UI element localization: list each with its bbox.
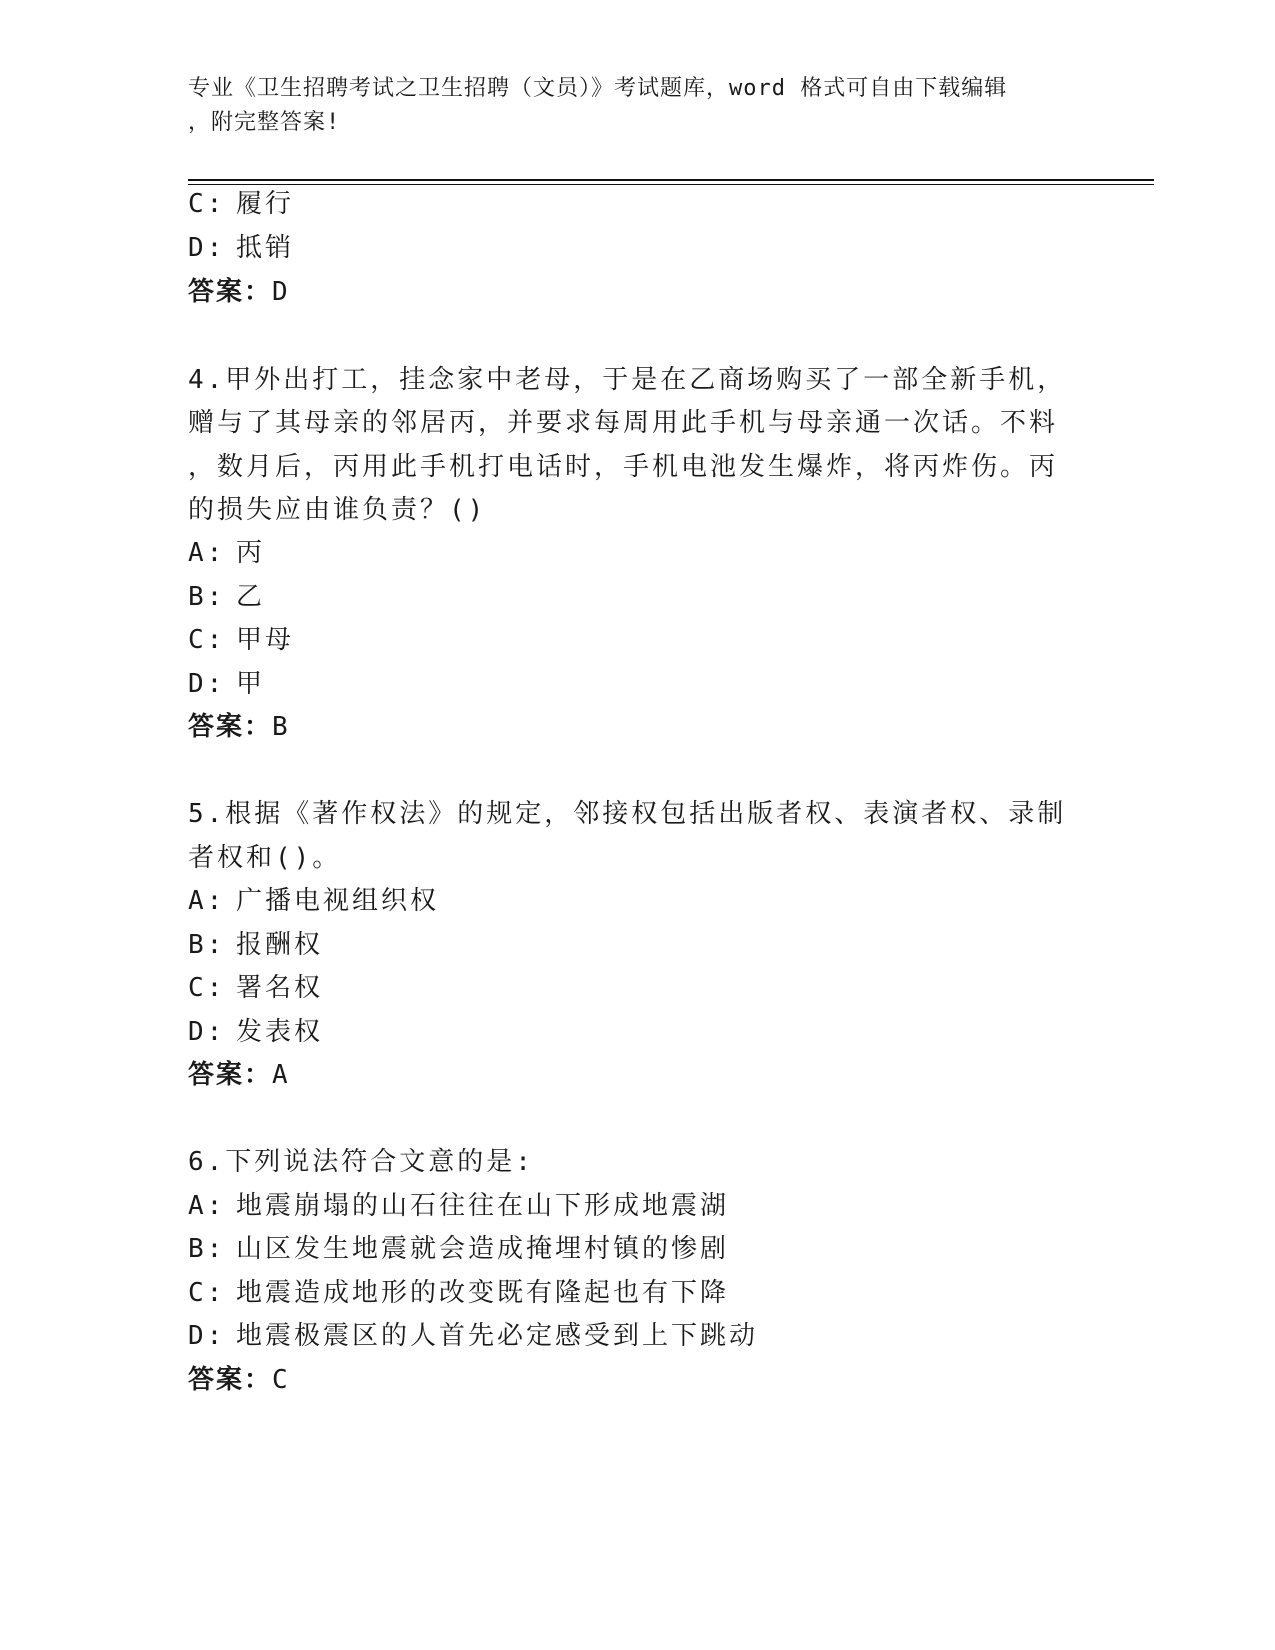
prev-answer [188, 275, 1068, 309]
option-text: 丙 [236, 538, 266, 568]
option-letter: D: [188, 669, 226, 699]
option-letter: C: [188, 625, 226, 655]
option-letter: D: [188, 1017, 226, 1047]
option-text: 广播电视组织权 [236, 886, 440, 916]
option-letter: D: [188, 233, 226, 263]
option-letter: D: [188, 1321, 226, 1351]
option-letter: C: [188, 1278, 226, 1308]
answer-value: A [272, 1060, 291, 1090]
option-text: 地震崩塌的山石往往在山下形成地震湖 [236, 1191, 730, 1221]
q5-option-d [188, 1015, 1068, 1049]
q4-option-d [188, 667, 1068, 701]
q6-answer [188, 1363, 1068, 1397]
q4-option-b [188, 580, 1068, 614]
q6-option-a [188, 1189, 1068, 1223]
option-text: 地震极震区的人首先必定感受到上下跳动 [236, 1321, 759, 1351]
answer-value: D [272, 277, 291, 307]
option-text: 署名权 [236, 973, 324, 1003]
q6-option-c [188, 1276, 1068, 1310]
option-text: 山区发生地震就会造成掩埋村镇的惨剧 [236, 1234, 730, 1264]
option-letter: B: [188, 930, 226, 960]
answer-label: 答案： [188, 1365, 273, 1395]
option-text: 报酬权 [236, 930, 324, 960]
option-letter: A: [188, 538, 226, 568]
option-text: 甲母 [236, 625, 295, 655]
option-letter: A: [188, 1191, 226, 1221]
option-text: 抵销 [236, 233, 295, 263]
option-text: 甲 [236, 669, 266, 699]
option-text: 履行 [236, 189, 295, 219]
option-letter: A: [188, 886, 226, 916]
option-letter: B: [188, 1234, 226, 1264]
q6-option-b [188, 1232, 1068, 1266]
q5-option-b [188, 928, 1068, 962]
option-text: 发表权 [236, 1017, 324, 1047]
q4-stem-line-3: ，数月后，丙用此手机打电话时，手机电池发生爆炸，将丙炸伤。丙 [188, 452, 1059, 482]
prev-option-c [188, 187, 1068, 221]
answer-label: 答案： [188, 712, 273, 742]
prev-option-d [188, 231, 1068, 265]
answer-label: 答案： [188, 1060, 273, 1090]
page-header: 专业《卫生招聘考试之卫生招聘（文员）》考试题库，word 格式可自由下载编辑 ，附完整答案! [188, 76, 1008, 135]
q5-answer [188, 1058, 1068, 1092]
q6-option-d [188, 1319, 1068, 1353]
q5-stem-line-2: 者权和()。 [188, 843, 342, 873]
answer-value: B [272, 712, 291, 742]
q4-stem-line-2: 赠与了其母亲的邻居丙，并要求每周用此手机与母亲通一次话。不料 [188, 408, 1059, 438]
q6-stem-line-1: 6.下列说法符合文意的是: [188, 1147, 534, 1177]
q4-stem-line-4: 的损失应由谁负责？() [188, 495, 487, 525]
q5-stem-line-1: 5.根据《著作权法》的规定，邻接权包括出版者权、表演者权、录制 [188, 799, 1067, 829]
q4-option-c [188, 623, 1068, 657]
q5-option-a [188, 884, 1068, 918]
q4-option-a [188, 536, 1068, 570]
answer-label: 答案： [188, 277, 273, 307]
option-text: 乙 [236, 582, 266, 612]
header-rule-thick [188, 179, 1154, 181]
q4-answer [188, 710, 1068, 744]
answer-value: C [272, 1365, 291, 1395]
option-text: 地震造成地形的改变既有隆起也有下降 [236, 1278, 730, 1308]
q4-stem-line-1: 4.甲外出打工，挂念家中老母，于是在乙商场购买了一部全新手机， [188, 365, 1067, 395]
q5-option-c [188, 971, 1068, 1005]
option-letter: C: [188, 189, 226, 219]
header-rule-thin [188, 184, 1154, 185]
option-letter: B: [188, 582, 226, 612]
option-letter: C: [188, 973, 226, 1003]
